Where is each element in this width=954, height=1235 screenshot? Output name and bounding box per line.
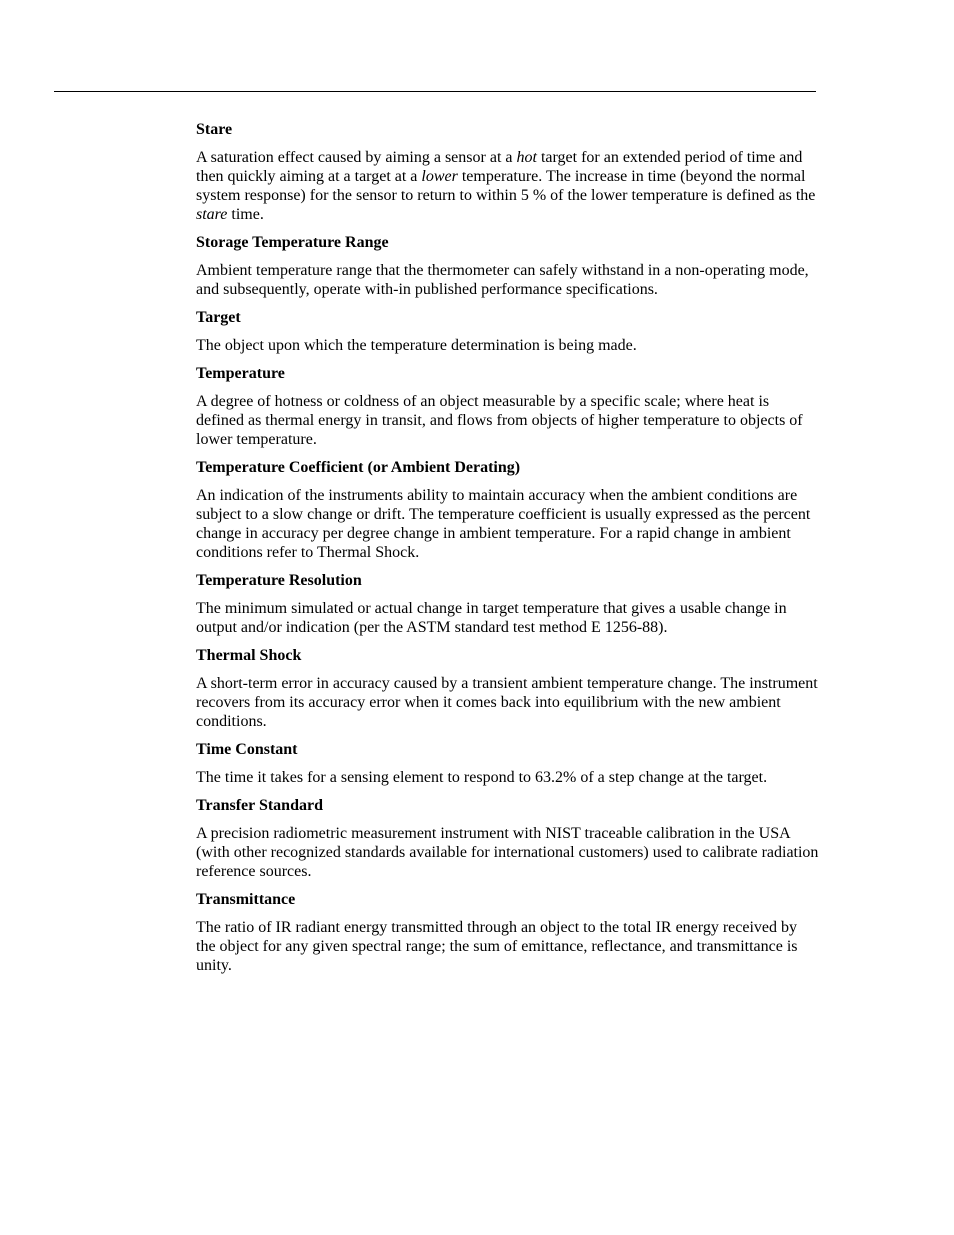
term-heading: Stare [196, 121, 233, 138]
definition-emphasis: lower [421, 168, 458, 185]
term-definition: A short-term error in accuracy caused by a transient ambient temperature change. The instrument recovers from its accuracy error when it comes back into equilibrium with the new ambient conditions. [196, 675, 818, 730]
term-definition: An indication of the instruments ability to maintain accuracy when the ambient conditions are subject to a slow change or drift. The temperature coefficient is usually expressed as the percent change in accuracy per degree change in ambient temperature. For a rapid change in ambient conditions refer to Thermal Shock. [196, 487, 811, 561]
glossary-entry-storage-temperature-range [196, 233, 820, 299]
header-rule [54, 91, 816, 92]
glossary-entry-temperature [196, 364, 820, 449]
term-definition: A precision radiometric measurement instrument with NIST traceable calibration in the USA (with other recognized standards available for international customers) used to calibrate radiation reference sources. [196, 825, 819, 880]
definition-text: A saturation effect caused by aiming a sensor at a [196, 149, 517, 166]
term-heading: Target [196, 309, 241, 326]
term-definition: A degree of hotness or coldness of an object measurable by a specific scale; where heat is defined as thermal energy in transit, and flows from objects of higher temperature to objects of lower temperature. [196, 393, 803, 448]
definition-text: time. [227, 206, 264, 223]
glossary-entry-temperature-resolution [196, 571, 820, 637]
term-definition [196, 148, 820, 224]
term-heading: Temperature Resolution [196, 572, 362, 589]
term-definition: Ambient temperature range that the thermometer can safely withstand in a non-operating mode, and subsequently, operate with-in published performance specifications. [196, 262, 809, 298]
glossary-entry-stare [196, 120, 820, 224]
glossary-entry-transmittance [196, 890, 820, 975]
term-heading: Thermal Shock [196, 647, 302, 664]
term-heading: Temperature [196, 365, 285, 382]
term-heading: Temperature Coefficient (or Ambient Derating) [196, 459, 521, 476]
glossary-entry-target [196, 308, 820, 355]
term-definition: The time it takes for a sensing element to respond to 63.2% of a step change at the target. [196, 769, 768, 786]
term-heading: Transfer Standard [196, 797, 323, 814]
glossary-entry-temperature-coefficient [196, 458, 820, 562]
glossary-entry-thermal-shock [196, 646, 820, 731]
term-heading: Transmittance [196, 891, 296, 908]
glossary-entry-transfer-standard [196, 796, 820, 881]
term-definition: The object upon which the temperature determination is being made. [196, 337, 637, 354]
glossary-entry-time-constant [196, 740, 820, 787]
term-heading: Storage Temperature Range [196, 234, 389, 251]
definition-emphasis: hot [516, 149, 537, 166]
glossary-content [196, 120, 820, 984]
definition-emphasis: stare [196, 206, 228, 223]
term-definition: The minimum simulated or actual change in target temperature that gives a usable change in output and/or indication (per the ASTM standard test method E 1256-88). [196, 600, 787, 636]
definition-text: temperature. The increase in time (beyond the normal system response) for the sensor to return to within 5 % of the lower temperature is defined as the [196, 168, 816, 204]
definition-text: target for an extended period of time and then quickly aiming at a target at a [196, 149, 803, 185]
term-heading: Time Constant [196, 741, 298, 758]
term-definition: The ratio of IR radiant energy transmitted through an object to the total IR energy received by the object for any given spectral range; the sum of emittance, reflectance, and transmittance is unity. [196, 919, 798, 974]
